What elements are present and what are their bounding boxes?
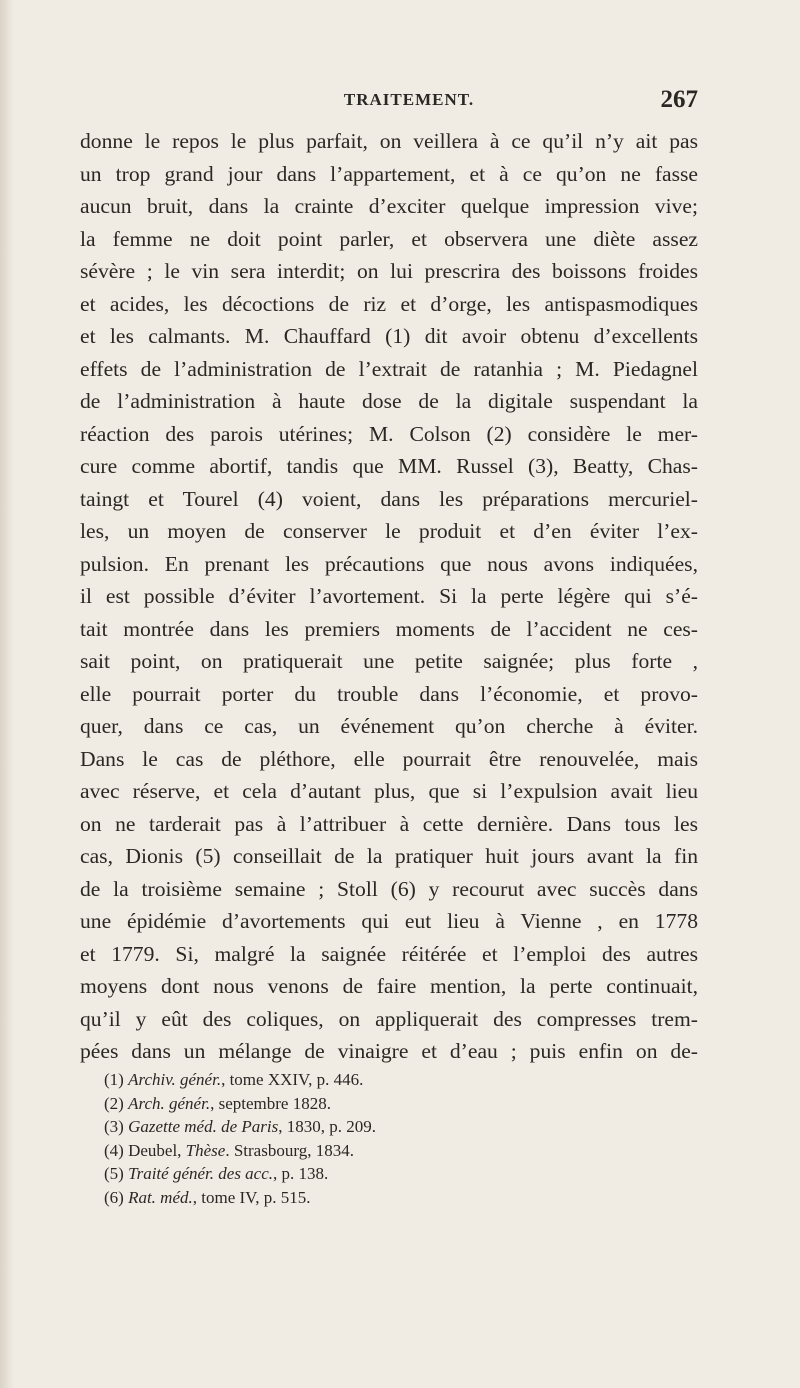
text-line: un trop grand jour dans l’appartement, et à ce qu’on ne fasse [80, 161, 698, 186]
footnote-number: (3) [104, 1117, 124, 1137]
text-line: cure comme abortif, tandis que MM. Russel (3), Beatty, Chas- [80, 454, 698, 478]
text-line: cas, Dionis (5) conseillait de la pratiquer huit jours avant la fin [80, 844, 698, 868]
page-number: 267 [660, 86, 698, 113]
text-line: quer, dans ce cas, un événement qu’on cherche à éviter. [80, 714, 698, 738]
footnote [104, 1115, 624, 1139]
footnote-rest: , septembre 1828. [210, 1093, 331, 1113]
text-line: et acides, les décoctions de riz et d’orge, les antispasmodiques [80, 291, 698, 316]
footnote [104, 1162, 624, 1186]
footnote-rest: , tome XXIV, p. 446. [221, 1070, 364, 1089]
footnote-number: (2) [104, 1093, 124, 1113]
footnote-rest: . Strasbourg, 1834. [225, 1140, 354, 1160]
text-line: de la troisième semaine ; Stoll (6) y recourut avec succès dans [80, 876, 698, 901]
footnote-title: Rat. méd. [128, 1187, 193, 1207]
text-line: sévère ; le vin sera interdit; on lui prescrira des boissons froides [80, 259, 698, 283]
text-line: pulsion. En prenant les précautions que nous avons indiquées, [80, 551, 698, 576]
footnote [104, 1139, 624, 1163]
page-header [80, 86, 698, 120]
text-line: taingt et Tourel (4) voient, dans les préparations mercuriel- [80, 486, 698, 511]
text-line: moyens dont nous venons de faire mention, la perte continuait, [80, 974, 698, 998]
running-title: TRAITEMENT. [343, 90, 475, 109]
page-edge-shadow [0, 0, 14, 1388]
text-line: réaction des parois utérines; M. Colson (2) considère le mer- [80, 421, 698, 446]
footnote-number: (5) [104, 1164, 124, 1184]
text-line: on ne tarderait pas à l’attribuer à cette dernière. Dans tous les [80, 811, 698, 836]
footnote-title: Gazette méd. de Paris [128, 1117, 279, 1137]
text-line: une épidémie d’avortements qui eut lieu à Vienne , en 1778 [80, 909, 698, 933]
footnote-number: (1) [104, 1070, 124, 1089]
text-line: pées dans un mélange de vinaigre et d’eau ; puis enfin on de- [80, 1039, 698, 1063]
footnote [104, 1186, 624, 1210]
body-text [80, 125, 698, 1068]
text-line: effets de l’administration de l’extrait de ratanhia ; M. Piedagnel [80, 356, 698, 381]
footnote-number: (4) [104, 1140, 124, 1160]
text-line: tait montrée dans les premiers moments de l’accident ne ces- [80, 616, 698, 641]
text-line: la femme ne doit point parler, et observera une diète assez [80, 226, 698, 251]
footnote-number: (6) [104, 1187, 124, 1207]
text-line: aucun bruit, dans la crainte d’exciter quelque impression vive; [80, 194, 698, 218]
footnote-author: Deubel, [128, 1140, 186, 1160]
footnote-title: Traité génér. des acc. [128, 1164, 274, 1184]
footnote-title: Arch. génér. [128, 1093, 211, 1113]
text-line: qu’il y eût des coliques, on appliquerait des compresses trem- [80, 1006, 698, 1031]
footnote-rest: , 1830, p. 209. [278, 1117, 376, 1137]
footnote-rest: , tome IV, p. 515. [192, 1187, 311, 1207]
footnote-title: Thèse [185, 1140, 226, 1160]
text-line: avec réserve, et cela d’autant plus, que si l’expulsion avait lieu [80, 779, 698, 803]
footnote-rest: , p. 138. [273, 1164, 329, 1184]
footnote [104, 1068, 624, 1092]
text-line: Dans le cas de pléthore, elle pourrait être renouvelée, mais [80, 746, 698, 771]
text-line: il est possible d’éviter l’avortement. Si la perte légère qui s’é- [80, 584, 698, 608]
text-line: elle pourrait porter du trouble dans l’économie, et provo- [80, 681, 698, 706]
text-line: sait point, on pratiquerait une petite saignée; plus forte , [80, 649, 698, 673]
footnote [104, 1092, 624, 1116]
footnote-title: Archiv. génér. [128, 1070, 222, 1089]
text-line: de l’administration à haute dose de la digitale suspendant la [80, 389, 698, 413]
footnotes [104, 1068, 624, 1210]
text-line: et les calmants. M. Chauffard (1) dit avoir obtenu d’excellents [80, 324, 698, 348]
text-line: les, un moyen de conserver le produit et d’en éviter l’ex- [80, 519, 698, 543]
text-line: et 1779. Si, malgré la saignée réitérée et l’emploi des autres [80, 941, 698, 966]
text-line: donne le repos le plus parfait, on veillera à ce qu’il n’y ait pas [80, 129, 698, 153]
